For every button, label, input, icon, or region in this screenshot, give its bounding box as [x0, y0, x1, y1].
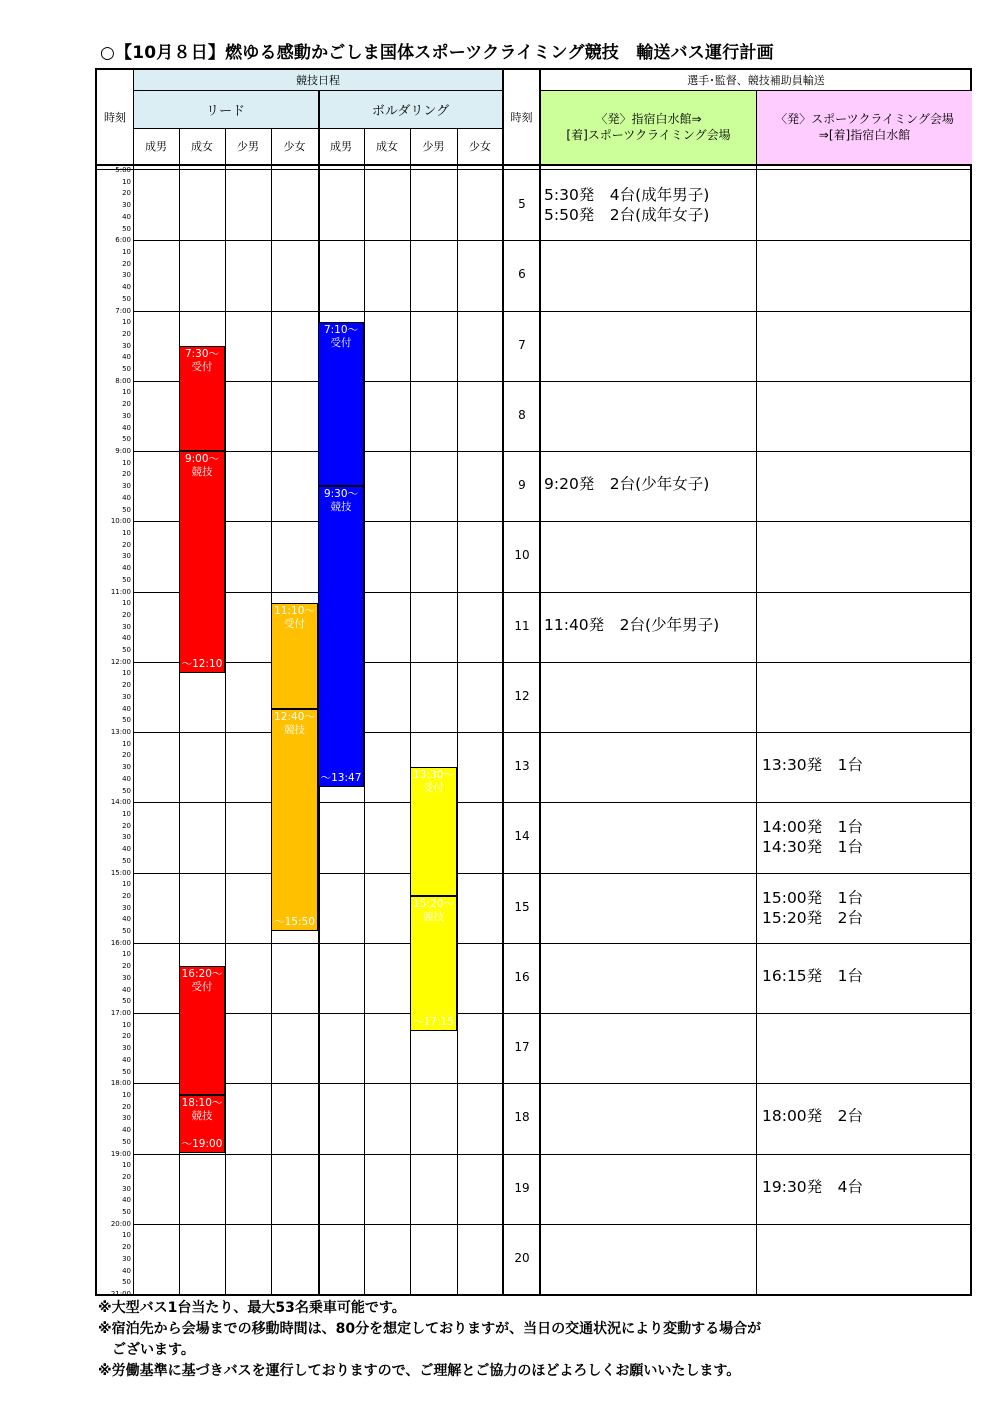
time-tick: 50 — [122, 224, 131, 233]
hour-number: 8 — [518, 407, 526, 422]
time-tick: 10 — [122, 177, 131, 186]
time-tick: 20 — [122, 329, 131, 338]
route-outbound-header: 〈発〉指宿白水館⇒ [着]スポーツクライミング会場 — [540, 90, 757, 164]
time-tick: 30 — [122, 552, 131, 561]
time-tick: 30 — [122, 833, 131, 842]
hour-number: 20 — [514, 1250, 530, 1265]
category-header: 少男 — [237, 140, 259, 153]
hour-line — [133, 732, 972, 733]
hour-number: 14 — [514, 829, 530, 844]
time-tick: 40 — [122, 985, 131, 994]
bus-return-line: 13:30発 1台 — [762, 756, 864, 775]
boulder-boys-reception — [410, 767, 457, 896]
category-header: 少女 — [283, 140, 306, 153]
time-tick: 10 — [122, 388, 131, 397]
time-tick: 10 — [122, 950, 131, 959]
event-label: 12:40～ 競技 — [274, 710, 315, 736]
time-tick: 30 — [122, 973, 131, 982]
time-tick: 30 — [122, 903, 131, 912]
time-tick: 40 — [122, 915, 131, 924]
event-label: 18:10～ 競技 — [181, 1096, 223, 1122]
time-tick: 50 — [122, 365, 131, 374]
bus-outbound — [544, 615, 719, 635]
time-tick: 40 — [122, 774, 131, 783]
lead-girls-reception — [271, 603, 318, 708]
note-line: ※大型バス1台当たり、最大53名乗車可能です。 — [98, 1300, 406, 1316]
boulder-men-reception — [318, 322, 364, 486]
time-header-left: 時刻 — [104, 111, 126, 124]
time-tick: 10 — [122, 318, 131, 327]
time-tick: 40 — [122, 1266, 131, 1275]
time-tick: 19:00 — [110, 1149, 131, 1158]
route-return-header: 〈発〉スポーツクライミング会場 ⇒[着]指宿白水館 — [757, 90, 972, 164]
time-tick: 30 — [122, 482, 131, 491]
lead-women-reception — [179, 346, 225, 451]
bus-outbound-line: 11:40発 2台(少年男子) — [544, 615, 720, 634]
time-tick: 20 — [122, 962, 131, 971]
time-tick: 14:00 — [110, 798, 131, 807]
time-tick: 50 — [122, 786, 131, 795]
time-tick: 20:00 — [110, 1219, 131, 1228]
time-tick: 40 — [122, 634, 131, 643]
time-tick: 10 — [122, 458, 131, 467]
time-tick: 10 — [122, 599, 131, 608]
time-tick: 50 — [122, 505, 131, 514]
time-tick: 50 — [122, 646, 131, 655]
bus-return — [762, 817, 863, 857]
category-header: 成男 — [330, 140, 352, 153]
time-tick: 40 — [122, 1055, 131, 1064]
hour-line — [133, 1013, 972, 1014]
time-tick: 18:00 — [110, 1079, 131, 1088]
bus-outbound-line: 5:50発 2台(成年女子) — [544, 206, 710, 225]
hour-line — [133, 873, 972, 874]
time-tick: 30 — [122, 622, 131, 631]
event-end-label: ～19:00 — [181, 1138, 223, 1151]
time-tick: 40 — [122, 564, 131, 573]
time-tick: 30 — [122, 1114, 131, 1123]
bus-return-line: 14:00発 1台 — [762, 818, 864, 837]
time-tick: 40 — [122, 283, 131, 292]
time-tick: 17:00 — [110, 1009, 131, 1017]
time-tick: 20 — [122, 470, 131, 479]
event-end-label: ～17:15 — [413, 1015, 454, 1028]
time-tick: 16:00 — [110, 938, 131, 947]
time-tick: 30 — [122, 271, 131, 280]
time-tick: 10 — [122, 528, 131, 537]
time-tick: 8:00 — [115, 376, 131, 385]
event-label: 7:10～ 受付 — [323, 324, 359, 350]
event-end-label: ～12:10 — [181, 658, 223, 671]
column-line — [364, 128, 365, 1294]
event-label: 11:10～ 受付 — [274, 605, 315, 631]
bus-return — [762, 1177, 863, 1197]
column-line — [756, 90, 757, 1296]
time-tick: 10:00 — [110, 517, 131, 526]
hour-line — [133, 1224, 972, 1225]
bus-return-line: 19:30発 4台 — [762, 1177, 864, 1196]
time-tick: 50 — [122, 1067, 131, 1076]
event-end-label: ～15:50 — [274, 916, 315, 929]
column-line — [410, 128, 411, 1294]
hour-line — [133, 1083, 972, 1084]
time-tick: 20 — [122, 259, 131, 268]
bus-return — [762, 888, 863, 928]
time-tick: 10 — [122, 1161, 131, 1170]
time-tick: 20 — [122, 681, 131, 690]
bus-outbound — [544, 185, 709, 225]
lead-women-competition — [179, 451, 225, 673]
hour-number: 9 — [518, 478, 526, 493]
hour-line — [133, 592, 972, 593]
bus-return — [762, 966, 863, 986]
time-tick: 10 — [122, 739, 131, 748]
lead-women-reception-2 — [179, 966, 225, 1095]
hour-number: 17 — [514, 1040, 530, 1055]
event-label: 9:30～ 競技 — [323, 488, 359, 514]
time-tick: 40 — [122, 1196, 131, 1205]
hour-number: 13 — [514, 759, 530, 774]
hour-line — [133, 381, 972, 382]
column-line — [457, 128, 458, 1294]
event-label: 9:00～ 競技 — [184, 453, 220, 478]
time-tick: 6:00 — [115, 236, 131, 245]
time-tick: 50 — [122, 435, 131, 444]
hour-line — [133, 311, 972, 312]
category-header: 少女 — [469, 140, 491, 153]
note-line: ※労働基準に基づきバスを運行しておりますので、ご理解とご協力のほどよろしくお願いいたします。 — [98, 1363, 741, 1379]
header-line — [97, 164, 972, 166]
bouldering-header: ボルダリング — [318, 90, 503, 128]
time-tick: 20 — [122, 751, 131, 760]
hour-number: 16 — [514, 969, 530, 984]
category-header: 成男 — [145, 140, 167, 153]
time-tick: 40 — [122, 212, 131, 221]
hour-number: 11 — [514, 618, 530, 633]
time-tick: 10 — [122, 1090, 131, 1099]
hour-number: 18 — [514, 1110, 530, 1125]
bus-return — [762, 755, 863, 775]
category-header: 成女 — [376, 140, 398, 153]
header-line — [97, 169, 972, 170]
transport-header: 選手･監督、競技補助員輸送 — [687, 74, 825, 87]
bus-outbound-line: 9:20発 2台(少年女子) — [544, 475, 710, 494]
bus-return-line: 14:30発 1台 — [762, 838, 864, 857]
time-tick: 40 — [122, 493, 131, 502]
time-tick: 50 — [122, 294, 131, 303]
hour-line — [133, 1154, 972, 1155]
lead-header: リード — [133, 90, 318, 128]
time-tick: 30 — [122, 763, 131, 772]
event-end-label: ～13:47 — [320, 772, 362, 785]
column-line — [502, 70, 504, 1296]
column-line — [539, 70, 541, 1296]
footnotes — [98, 1298, 761, 1382]
hour-line — [133, 521, 972, 522]
hour-number: 10 — [514, 548, 530, 563]
category-header: 成女 — [191, 140, 213, 153]
time-tick: 13:00 — [110, 728, 131, 736]
hour-line — [133, 662, 972, 663]
time-tick: 30 — [122, 1184, 131, 1193]
event-label: 7:30～ 受付 — [184, 347, 220, 373]
schedule-header: 競技日程 — [133, 70, 503, 90]
hour-line — [133, 802, 972, 803]
hour-number: 12 — [514, 688, 530, 703]
time-tick: 50 — [122, 1278, 131, 1287]
lead-women-competition-2 — [179, 1095, 225, 1154]
bus-outbound-line: 5:30発 4台(成年男子) — [544, 186, 710, 205]
time-tick: 15:00 — [110, 868, 131, 877]
time-tick: 10 — [122, 880, 131, 889]
bus-return-line: 15:20発 2台 — [762, 908, 864, 927]
time-tick: 30 — [122, 1254, 131, 1263]
hour-number: 15 — [514, 899, 530, 914]
time-tick: 20 — [122, 189, 131, 198]
hour-line — [133, 943, 972, 944]
event-label: 16:20～ 受付 — [181, 968, 223, 994]
hour-number: 7 — [518, 337, 526, 352]
bus-return-line: 18:00発 2台 — [762, 1107, 864, 1126]
time-tick: 50 — [122, 575, 131, 584]
time-tick: 10 — [122, 809, 131, 818]
time-tick: 21:00 — [110, 1290, 131, 1298]
time-tick: 20 — [122, 1102, 131, 1111]
time-tick: 20 — [122, 1172, 131, 1181]
time-tick: 10 — [122, 247, 131, 256]
lead-girls-competition — [271, 709, 318, 931]
time-tick: 11:00 — [110, 587, 131, 596]
bus-outbound — [544, 474, 709, 494]
time-tick: 30 — [122, 1044, 131, 1053]
note-line: ございます。 — [98, 1342, 195, 1358]
time-header-right: 時刻 — [510, 111, 533, 124]
time-tick: 20 — [122, 540, 131, 549]
time-tick: 50 — [122, 1137, 131, 1146]
hour-line — [133, 1294, 972, 1295]
time-tick: 40 — [122, 423, 131, 432]
note-line: ※宿泊先から会場までの移動時間は、80分を想定しておりますが、当日の交通状況により変動する場合が — [98, 1321, 762, 1337]
time-tick: 50 — [122, 856, 131, 865]
category-header: 少男 — [422, 140, 445, 153]
time-tick: 50 — [122, 716, 131, 725]
time-tick: 30 — [122, 341, 131, 350]
time-tick: 50 — [122, 997, 131, 1006]
time-tick: 40 — [122, 845, 131, 854]
time-tick: 50 — [122, 1208, 131, 1217]
time-tick: 12:00 — [110, 657, 131, 666]
time-tick: 50 — [122, 927, 131, 936]
time-tick: 20 — [122, 1032, 131, 1041]
bus-return-line: 15:00発 1台 — [762, 888, 864, 907]
time-tick: 9:00 — [115, 447, 131, 455]
boulder-men-competition — [318, 486, 364, 787]
time-tick: 40 — [122, 1126, 131, 1135]
time-tick: 20 — [122, 821, 131, 830]
time-tick: 10 — [122, 1231, 131, 1240]
time-tick: 40 — [122, 353, 131, 362]
time-tick: 10 — [122, 669, 131, 678]
time-tick: 20 — [122, 1243, 131, 1252]
column-line — [225, 128, 226, 1294]
bus-return — [762, 1106, 863, 1126]
page-title: ○【10月８日】燃ゆる感動かごしま国体スポーツクライミング競技 輸送バス運行計画 — [100, 43, 774, 63]
time-tick: 20 — [122, 891, 131, 900]
time-tick: 40 — [122, 704, 131, 713]
hour-line — [133, 240, 972, 241]
time-tick: 30 — [122, 201, 131, 210]
hour-number: 6 — [518, 267, 526, 282]
time-tick: 30 — [122, 692, 131, 701]
bus-return-line: 16:15発 1台 — [762, 966, 864, 985]
event-label: 13:30～ 受付 — [413, 769, 454, 795]
time-tick: 7:00 — [115, 306, 131, 315]
time-tick: 20 — [122, 610, 131, 619]
time-tick: 10 — [122, 1020, 131, 1029]
hour-line — [133, 451, 972, 452]
hour-number: 19 — [514, 1180, 530, 1195]
event-label: 15:20～ 競技 — [413, 897, 454, 923]
hour-number: 5 — [518, 197, 526, 212]
column-line — [133, 70, 134, 1294]
time-tick: 20 — [122, 400, 131, 409]
time-tick: 5:00 — [115, 166, 131, 174]
time-tick: 30 — [122, 411, 131, 420]
boulder-boys-competition — [410, 896, 457, 1031]
